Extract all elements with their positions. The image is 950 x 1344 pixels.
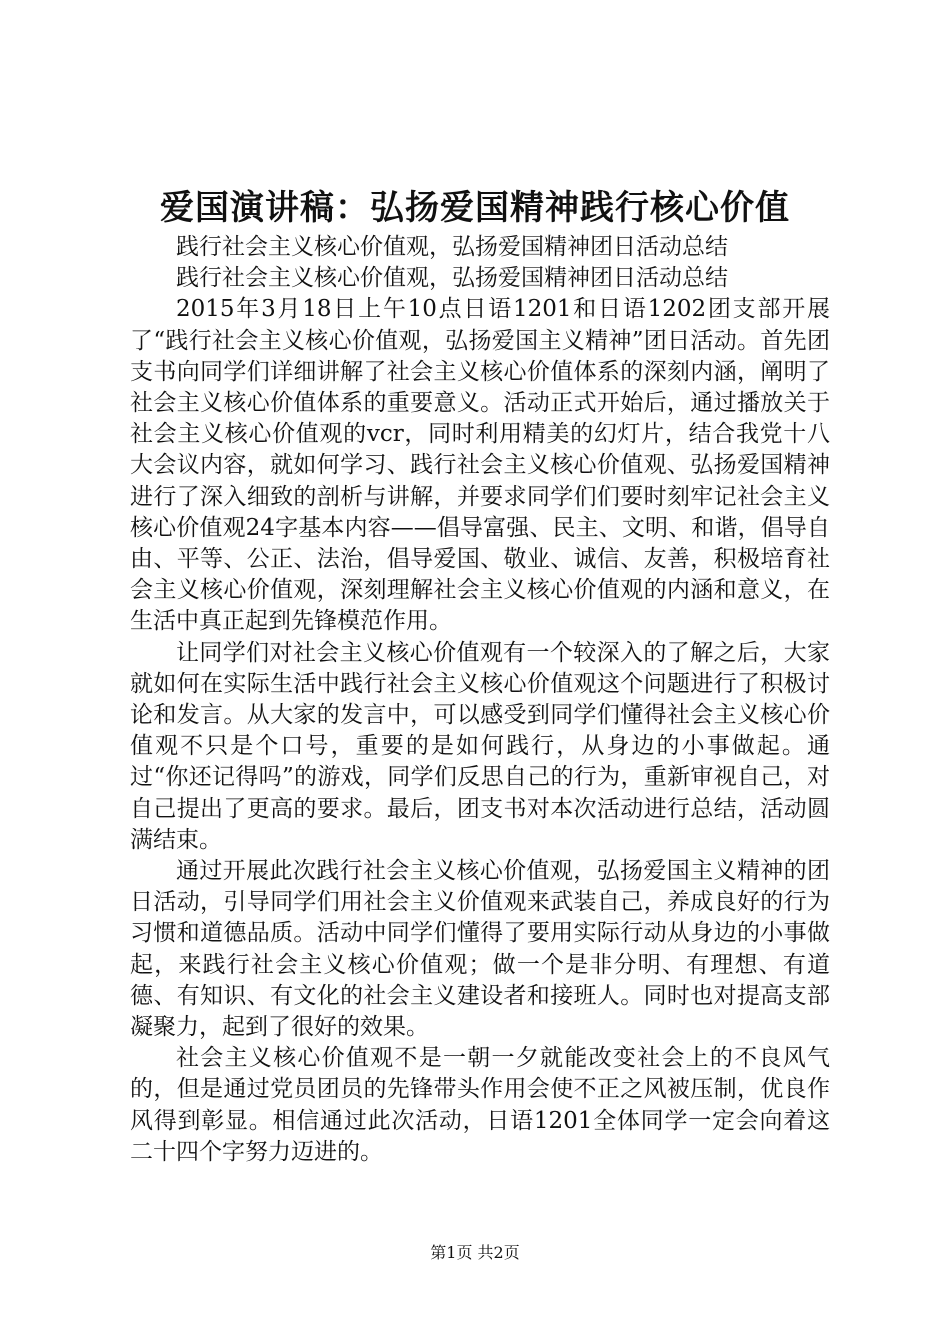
document-body bbox=[130, 232, 830, 1168]
body-paragraph: 2015年3月18日上午10点日语1201和日语1202团支部开展了“践行社会主义核心价值观，弘扬爱国主义精神”团日活动。首先团支书向同学们详细讲解了社会主义核心价值体系的深刻内涵，阐明了社会主义核心价值体系的重要意义。活动正式开始后，通过播放关于社会主义核心价值观的vcr，同时利用精美的幻灯片，结合我党十八大会议内容，就如何学习、践行社会主义核心价值观、弘扬爱国精神进行了深入细致的剖析与讲解，并要求同学们们要时刻牢记社会主义核心价值观24字基本内容——倡导富强、民主、文明、和谐，倡导自由、平等、公正、法治，倡导爱国、敬业、诚信、友善，积极培育社会主义核心价值观，深刻理解社会主义核心价值观的内涵和意义，在生活中真正起到先锋模范作用。 bbox=[130, 296, 830, 635]
body-paragraph: 让同学们对社会主义核心价值观有一个较深入的了解之后，大家就如何在实际生活中践行社会主义核心价值观这个问题进行了积极讨论和发言。从大家的发言中，可以感受到同学们懂得社会主义核心价值观不只是个口号，重要的是如何践行，从身边的小事做起。通过“你还记得吗”的游戏，同学们反思自己的行为，重新审视自己，对自己提出了更高的要求。最后，团支书对本次活动进行总结，活动圆满结束。 bbox=[130, 639, 830, 853]
subtitle-line: 践行社会主义核心价值观，弘扬爱国精神团日活动总结 bbox=[176, 234, 728, 260]
page-footer: 第1页 共2页 bbox=[430, 1243, 520, 1262]
body-paragraph: 社会主义核心价值观不是一朝一夕就能改变社会上的不良风气的，但是通过党员团员的先锋带头作用会使不正之风被压制，优良作风得到彰显。相信通过此次活动，日语1201全体同学一定会向着这二十四个字努力迈进的。 bbox=[130, 1045, 830, 1165]
subtitle-line: 践行社会主义核心价值观，弘扬爱国精神团日活动总结 bbox=[176, 265, 728, 292]
body-paragraph: 通过开展此次践行社会主义核心价值观，弘扬爱国主义精神的团日活动，引导同学们用社会主义价值观来武装自己，养成良好的行为习惯和道德品质。活动中同学们懂得了要用实际行动从身边的小事做起，来践行社会主义核心价值观；做一个是非分明、有理想、有道德、有知识、有文化的社会主义建设者和接班人。同时也对提高支部凝聚力，起到了很好的效果。 bbox=[130, 858, 830, 1041]
document-title: 爱国演讲稿：弘扬爱国精神践行核心价值 bbox=[160, 188, 790, 228]
